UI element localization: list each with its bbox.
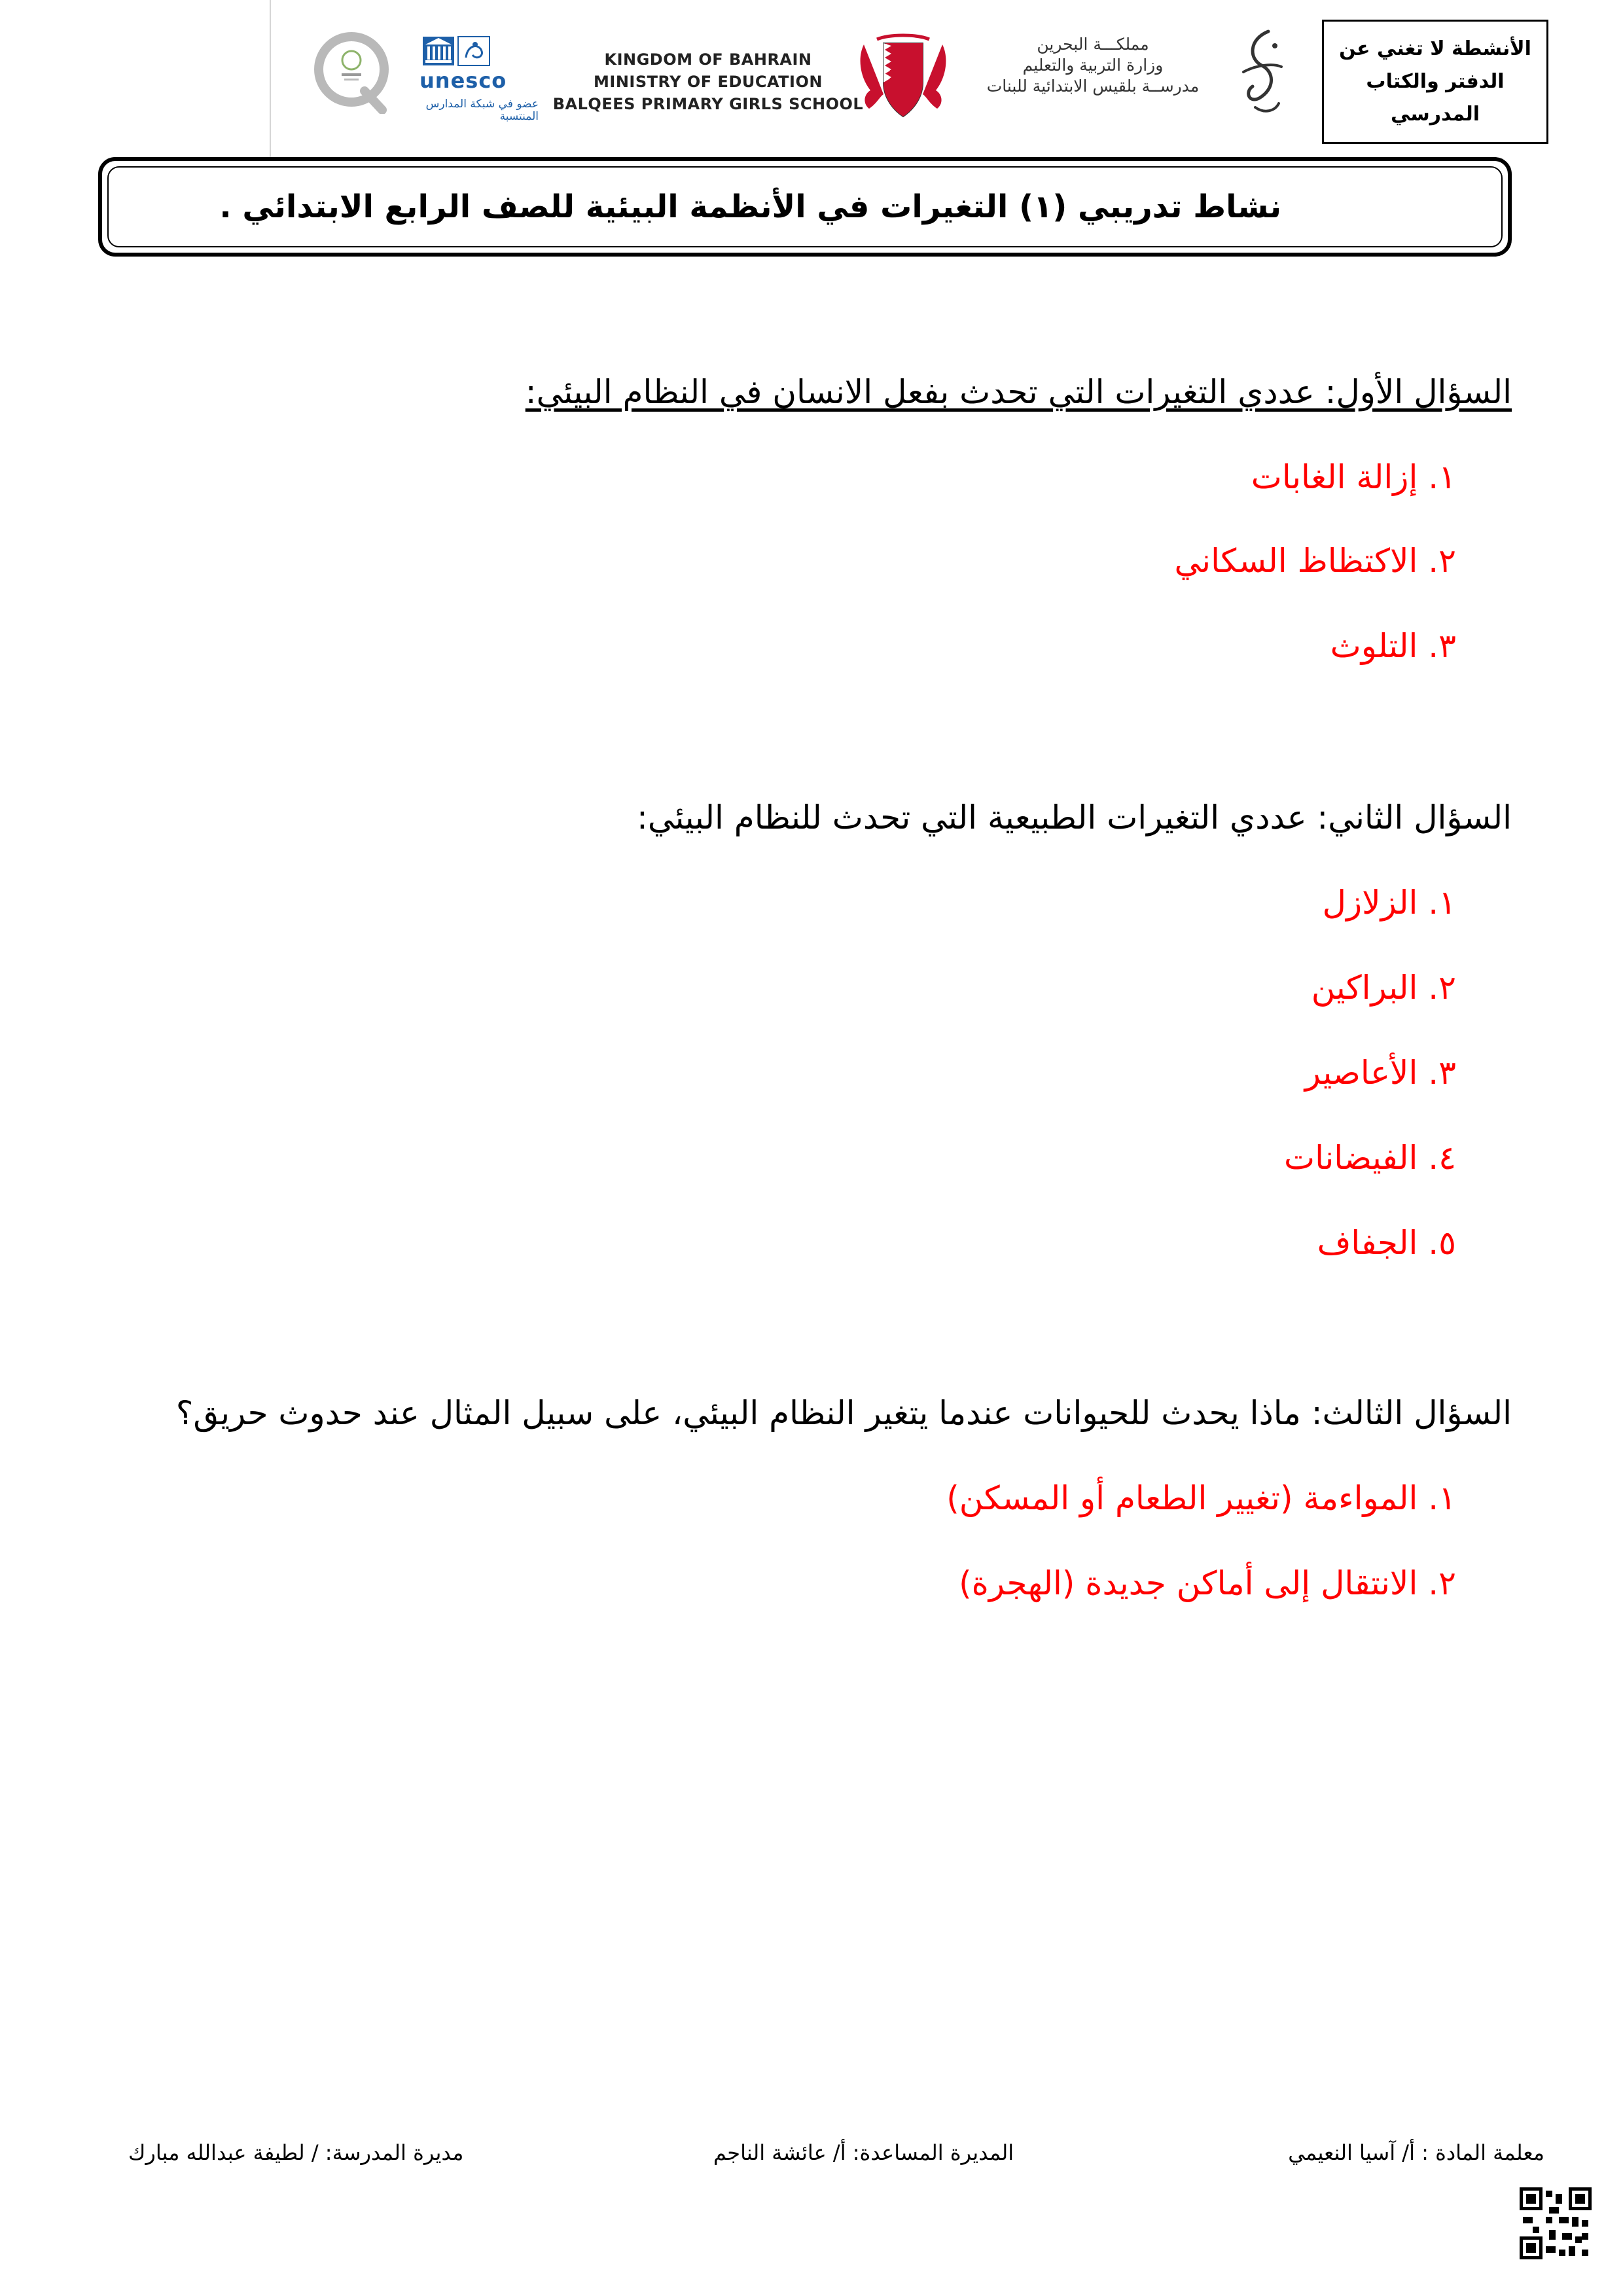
notice-line: الدفتر والكتاب bbox=[1366, 70, 1505, 93]
english-line-kingdom: KINGDOM OF BAHRAIN bbox=[604, 50, 812, 69]
footer-assistant-principal: المديرة المساعدة: أ/ عائشة الناجم bbox=[713, 2140, 1014, 2165]
question-1-answer-2: ٢. الاكتظاظ السكاني bbox=[1174, 542, 1456, 580]
english-line-ministry: MINISTRY OF EDUCATION bbox=[594, 73, 823, 91]
header-divider bbox=[270, 0, 271, 157]
question-2-answer-4: ٤. الفيضانات bbox=[1284, 1139, 1456, 1177]
arabic-line-ministry: وزارة التربية والتعليم bbox=[1022, 56, 1164, 75]
question-3-answer-2: ٢. الانتقال إلى أماكن جديدة (الهجرة) bbox=[959, 1564, 1456, 1602]
qr-code-icon bbox=[1520, 2187, 1592, 2259]
unesco-wordmark: unesco bbox=[419, 68, 507, 93]
bahrain-crest-icon bbox=[851, 31, 955, 123]
footer-teacher: معلمة المادة : أ/ آسيا النعيمي bbox=[1288, 2140, 1544, 2165]
question-1-answer-1: ١. إزالة الغابات bbox=[1251, 458, 1456, 496]
question-2-answer-2: ٢. البراكين bbox=[1311, 969, 1456, 1007]
question-1: السؤال الأول: عددي التغيرات التي تحدث بفعل الانسان في النظام البيئي: bbox=[525, 373, 1512, 411]
question-1-answer-3: ٣. التلوث bbox=[1330, 627, 1456, 665]
notice-box bbox=[1322, 20, 1548, 144]
quality-award-logo bbox=[309, 29, 394, 114]
worksheet-title: نشاط تدريبي (١) التغيرات في الأنظمة البيئية للصف الرابع الابتدائي . bbox=[107, 166, 1503, 247]
question-3: السؤال الثالث: ماذا يحدث للحيوانات عندما يتغير النظام البيئي، على سبيل المثال عند حدوث حريق؟ bbox=[175, 1394, 1512, 1432]
notice-line: الأنشطة لا تغني عن bbox=[1339, 37, 1531, 60]
question-2-answer-5: ٥. الجفاف bbox=[1317, 1224, 1456, 1262]
question-2-answer-3: ٣. الأعاصير bbox=[1304, 1054, 1456, 1092]
school-name-arabic bbox=[952, 34, 1234, 97]
english-line-school: BALQEES PRIMARY GIRLS SCHOOL bbox=[552, 95, 864, 113]
question-2-answer-1: ١. الزلازل bbox=[1322, 884, 1456, 922]
question-2: السؤال الثاني: عددي التغيرات الطبيعية التي تحدث للنظام البيئي: bbox=[637, 798, 1512, 836]
unesco-network-caption: عضو في شبكة المدارس المنتسبة bbox=[425, 98, 539, 123]
footer-principal: مديرة المدرسة: / لطيفة عبدالله مبارك bbox=[128, 2140, 464, 2165]
question-3-answer-1: ١. المواءمة (تغيير الطعام أو المسكن) bbox=[946, 1479, 1456, 1517]
arabic-line-school: مدرســة بلقيس الابتدائية للبنات bbox=[986, 77, 1200, 96]
school-calligraphy-logo bbox=[1236, 26, 1288, 118]
school-name-english bbox=[531, 48, 885, 115]
notice-line: المدرسي bbox=[1390, 103, 1480, 126]
arabic-line-kingdom: مملكـــة البحرين bbox=[1037, 35, 1149, 54]
